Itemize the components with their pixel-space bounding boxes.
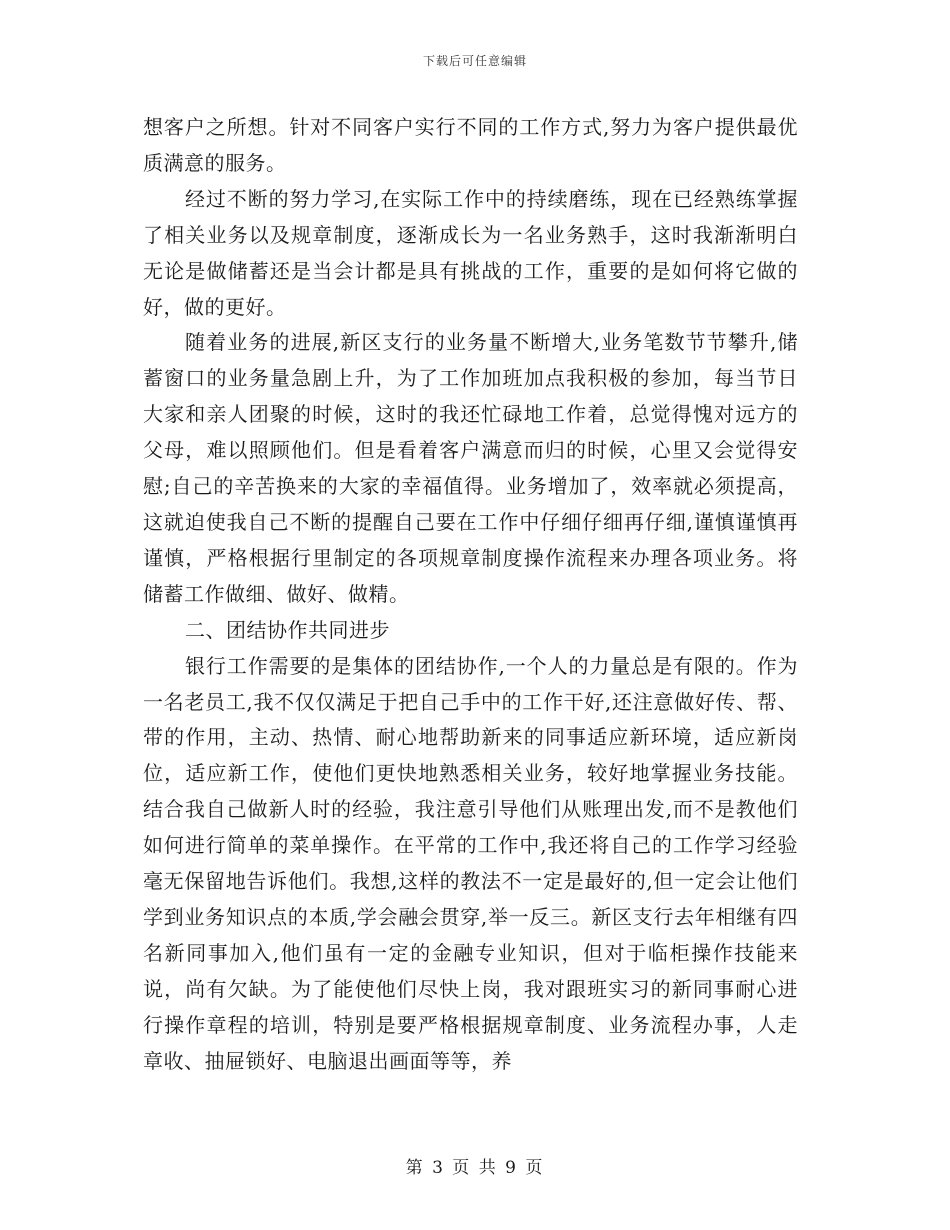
page-header: 下载后可任意编辑 bbox=[422, 54, 527, 68]
paragraph-4: 银行工作需要的是集体的团结协作,一个人的力量总是有限的。作为一名老员工,我不仅仅满足于把自己手中的工作干好,还注意做好传、帮、带的作用，主动、热情、耐心地帮助新来的同事适应新环境，适应新岗位，适应新工作，使他们更快地熟悉相关业务，较好地掌握业务技能。结合我自己做新人时的经验，我注意引导他们从账理出发,而不是教他们如何进行简单的菜单操作。在平常的工作中,我还将自己的工作学习经验毫无保留地告诉他们。我想,这样的教法不一定是最好的,但一定会让他们学到业务知识点的本质,学会融会贯穿,举一反三。新区支行去年相继有四名新同事加入,他们虽有一定的金融专业知识，但对于临柜操作技能来说，尚有欠缺。为了能使他们尽快上岗，我对跟班实习的新同事耐心进行操作章程的培训，特别是要严格根据规章制度、业务流程办事，人走章收、抽屉锁好、电脑退出画面等等，养 bbox=[143, 653, 798, 1073]
paragraph-2: 经过不断的努力学习,在实际工作中的持续磨练，现在已经熟练掌握了相关业务以及规章制度，逐渐成长为一名业务熟手，这时我渐渐明白无论是做储蓄还是当会计都是具有挑战的工作，重要的是如何将它做的好，做的更好。 bbox=[143, 186, 798, 319]
section-heading: 二、团结协作共同进步 bbox=[185, 617, 390, 642]
paragraph-3: 随着业务的进展,新区支行的业务量不断增大,业务笔数节节攀升,储蓄窗口的业务量急剧上升，为了工作加班加点我积极的参加，每当节日大家和亲人团聚的时候，这时的我还忙碌地工作着，总觉得愧对远方的父母，难以照顾他们。但是看着客户满意而归的时候，心里又会觉得安慰;自己的辛苦换来的大家的幸福值得。业务增加了，效率就必须提高，这就迫使我自己不断的提醒自己要在工作中仔细仔细再仔细,谨慎谨慎再谨慎，严格根据行里制定的各项规章制度操作流程来办理各项业务。将储蓄工作做细、做好、做精。 bbox=[143, 330, 798, 606]
page-number-footer: 第 3 页 共 9 页 bbox=[405, 1158, 545, 1178]
paragraph-1: 想客户之所想。针对不同客户实行不同的工作方式,努力为客户提供最优质满意的服务。 bbox=[143, 115, 798, 175]
document-body bbox=[143, 110, 798, 1079]
